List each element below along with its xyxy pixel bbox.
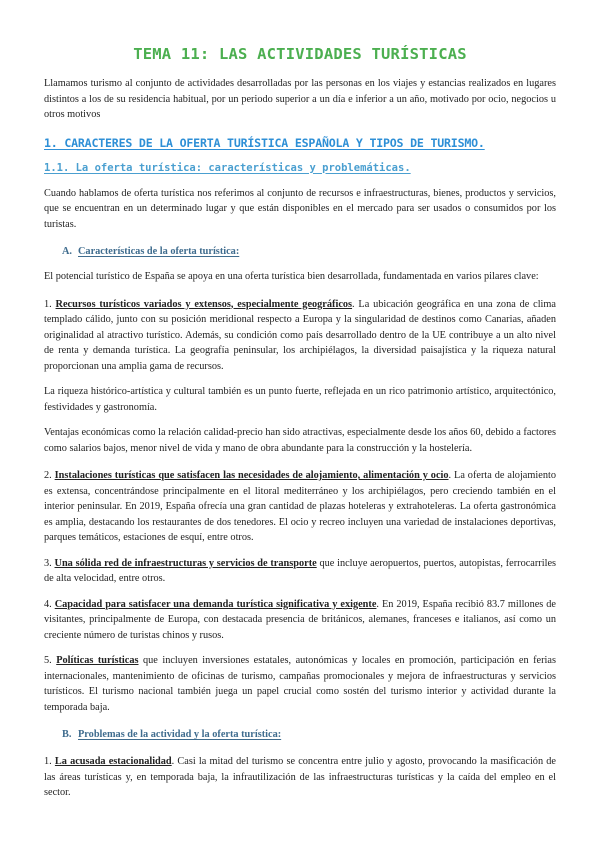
paragraph-historic: La riqueza histórico-artística y cultural también es un punto fuerte, reflejada en un rico patrimonio artístico, arquitectónico, festividades y gastronomía.	[44, 386, 556, 413]
intro-paragraph: Llamamos turismo al conjunto de actividades desarrolladas por las personas en los viajes y estancias realizados en lugares distintos a los de su residencia habitual, por un periodo superior a un día e inferior a un año, motivado por ocio, negocios u otros motivos	[44, 78, 556, 120]
item-text: . En 2019, España recibió 83.7 millones de visitantes, principalmente de Europa, con destacada presencia de británicos, alemanes, franceses e italianos, así como un creciente número de turistas chinos y rusos.	[44, 598, 556, 641]
list-item	[44, 754, 556, 801]
part-a-heading	[44, 244, 556, 259]
subsection-1-1-intro: Cuando hablamos de oferta turística nos referimos al conjunto de recursos e infraestructuras, bienes, productos y servicios, que se encuentran en un determinado lugar y que están disponibles en el mercado para ser usados o consumidos por los turistas.	[44, 187, 556, 230]
item-text: que incluyen inversiones estatales, autonómicas y locales en promoción, participación en ferias internacionales, mantenimiento de oficinas de turismo, campañas promocionales y mejora de infraestructuras y servicios turísticos. El turismo nacional también juega un papel crucial como sostén del turismo interior y actividad durante la temporada baja.	[44, 655, 556, 713]
part-b-letter: B.	[62, 729, 72, 740]
item-key-phrase: Capacidad para satisfacer una demanda turística significativa y exigente	[54, 598, 377, 610]
item-text: . Casi la mitad del turismo se concentra entre julio y agosto, provocando la masificación de las áreas turísticas y, en temporada baja, la infrautilización de las infraestructuras turísticas y la caída del empleo en el sector.	[44, 756, 556, 798]
item-number: 5.	[44, 655, 52, 666]
item-number: 2.	[44, 470, 52, 481]
list-item	[44, 653, 556, 715]
list-item	[44, 297, 556, 375]
item-text: que incluye aeropuertos, puertos, autopistas, ferrocarriles de alta velocidad, entre otros.	[44, 557, 557, 584]
list-item	[44, 597, 556, 644]
item-key-phrase: La acusada estacionalidad	[54, 756, 172, 767]
list-item	[44, 556, 556, 587]
item-number: 1.	[44, 298, 52, 310]
item-key-phrase: Una sólida red de infraestructuras y servicios de transporte	[54, 557, 317, 569]
subsection-1-1-heading-text: 1.1. La oferta turística: características y problemáticas.	[44, 161, 411, 174]
paragraph-economic: Ventajas económicas como la relación calidad-precio han sido atractivas, especialmente desde los años 60, debido a factores como salarios bajos, menor nivel de vida y mano de obra abundante para la construcción y la hostelería.	[44, 427, 556, 454]
item-key-phrase: Instalaciones turísticas que satisfacen las necesidades de alojamiento, alimentación y ocio	[54, 470, 449, 481]
item-key-phrase: Políticas turísticas	[56, 655, 139, 666]
item-text: . La oferta de alojamiento es extensa, concentrándose principalmente en el litoral mediterráneo y los archipiélagos, pero creciendo también en el interior peninsular. En 2019, España ofrecía una gran cantidad de plazas hoteleras y extrahoteleras. La oferta gastronómica es amplia, destacando los restaurantes de dos tenedores. El ocio y recreo incluyen una variedad de instalaciones deportivas, parques temáticos, estaciones de esquí, entre otros.	[44, 470, 556, 543]
item-text: . La ubicación geográfica en una zona de clima templado cálido, junto con su posición meridional respecto a Europa y la singularidad de destinos como Canarias, añaden originalidad al atractivo turístico. Además, su condición como país desarrollado dentro de la UE contribuye a un alto nivel de renta y demanda turística. La geografía peninsular, los archipiélagos, la diversidad paisajística y la riqueza natural proporcionan una amplia gama de recursos.	[44, 298, 556, 372]
subsection-1-1-heading	[44, 162, 556, 174]
part-a-letter: A.	[62, 246, 73, 257]
item-number: 3.	[44, 557, 52, 569]
list-item	[44, 468, 556, 546]
item-number: 1.	[44, 756, 52, 767]
item-number: 4.	[44, 598, 52, 610]
part-a-heading-text: Características de la oferta turística:	[78, 246, 240, 257]
item-key-phrase: Recursos turísticos variados y extensos, especialmente geográficos	[55, 298, 353, 310]
page-title: TEMA 11: LAS ACTIVIDADES TURÍSTICAS	[133, 45, 467, 63]
part-b-heading	[44, 727, 556, 742]
part-a-intro: El potencial turístico de España se apoya en una oferta turística bien desarrollada, fundamentada en varios pilares clave:	[44, 271, 539, 282]
part-b-heading-text: Problemas de la actividad y la oferta turística:	[78, 729, 282, 740]
section-1-heading: 1. CARACTERES DE LA OFERTA TURÍSTICA ESPAÑOLA Y TIPOS DE TURISMO.	[44, 135, 485, 150]
